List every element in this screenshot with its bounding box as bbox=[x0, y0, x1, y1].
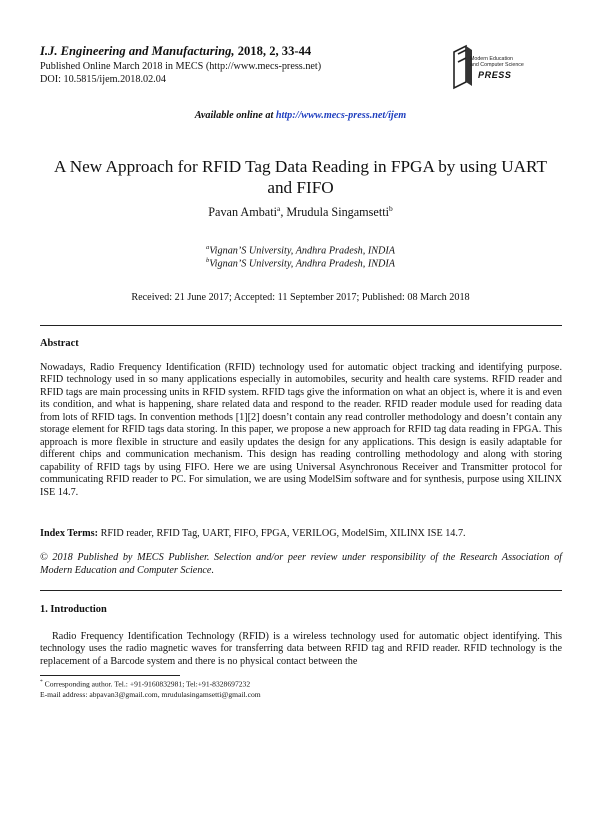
author-2-sup: b bbox=[388, 204, 393, 213]
published-line: Published Online March 2018 in MECS (http://www.mecs-press.net) bbox=[40, 61, 322, 72]
journal-citation bbox=[40, 44, 311, 59]
journal-name: I.J. Engineering and Manufacturing, bbox=[40, 44, 235, 58]
logo-text bbox=[470, 56, 570, 68]
affiliation-a-text: Vignan’S University, Andhra Pradesh, INDIA bbox=[209, 245, 396, 257]
logo-text-line-1: Modern Education bbox=[470, 56, 513, 62]
paper-title: A New Approach for RFID Tag Data Reading in FPGA by using UART and FIFO bbox=[54, 157, 547, 197]
author-list bbox=[0, 204, 601, 220]
corresponding-text: Corresponding author. Tel.: +91-9160832981; Tel:+91-8328697232 bbox=[42, 679, 251, 689]
logo-press: PRESS bbox=[478, 70, 512, 80]
author-2: Mrudula Singamsetti bbox=[286, 205, 389, 220]
journal-issue: 2018, 2, 33-44 bbox=[234, 44, 312, 58]
abstract-body: Nowadays, Radio Frequency Identification (RFID) technology used for automatic object tracking and identifying purpose. RFID technology used in so many applications especially in automobiles, security and health care systems. RFID reader and RFID tags are main processing units in RFID system. RFID tags give the information on what an object is, where it is and even its condition, and what is happening, share related data and respond to the reader. RFID reader module used for reading data from lots of RFID tags. In convention methods [1][2] doesn’t contain any read controller methodology and doesn’t contain any storage element for RFID tags data storing. In this paper, we propose a new approach for RFID tag data reading in FPGA. This approach is more flexible in structure and easily updates the design for any applications. This design is easily adaptable for different chips and communication mechanism. This design has reading controlling methodology and along with storing capability of RFID tags by using FIFO. Here we are using Universal Asynchronous Receiver and Transmitter protocol for communicating RFID reader to PC. For simulation, we are using ModelSim software and for synthesis, purpose using XILINX ISE 14.7. bbox=[40, 362, 562, 498]
footnote-sup: * bbox=[40, 679, 43, 685]
index-terms-text: RFID reader, RFID Tag, UART, FIFO, FPGA, VERILOG, ModelSim, XILINX ISE 14.7. bbox=[98, 528, 466, 539]
author-1: Pavan Ambati bbox=[208, 205, 277, 220]
corresponding-author bbox=[40, 679, 250, 689]
journal-url-link[interactable]: http://www.mecs-press.net/ijem bbox=[275, 110, 407, 121]
affiliation-a bbox=[0, 244, 601, 256]
index-terms-label: Index Terms: bbox=[40, 528, 99, 539]
abstract-heading: Abstract bbox=[40, 338, 79, 349]
received-dates: Received: 21 June 2017; Accepted: 11 September 2017; Published: 08 March 2018 bbox=[131, 292, 470, 303]
author-separator: , bbox=[280, 205, 287, 220]
author-1-sup: a bbox=[276, 204, 281, 213]
affiliation-b-text: Vignan’S University, Andhra Pradesh, INDIA bbox=[209, 258, 396, 270]
affiliation-a-sup: a bbox=[205, 244, 210, 251]
index-terms bbox=[40, 528, 466, 539]
email-address: E-mail address: abpavan3@gmail.com, mrudulasingamsetti@gmail.com bbox=[40, 690, 261, 699]
footnote-rule bbox=[40, 675, 180, 676]
affiliation-b bbox=[0, 257, 601, 269]
bottom-divider bbox=[40, 590, 562, 591]
affiliation-b-sup: b bbox=[205, 257, 210, 264]
available-label: Available online at bbox=[194, 110, 276, 121]
available-online bbox=[0, 110, 601, 121]
doi-line: DOI: 10.5815/ijem.2018.02.04 bbox=[40, 74, 166, 85]
logo-text-line-2: and Computer Science bbox=[470, 62, 524, 69]
introduction-heading: 1. Introduction bbox=[40, 604, 107, 615]
introduction-body: Radio Frequency Identification Technology (RFID) is a wireless technology used for automatic object identifying. This technology uses the radio magnetic waves for transferring data between RFID tag and RFID reader. RFID technology is the replacement of a Barcode system and there is no physical contact between the bbox=[40, 631, 562, 667]
top-divider bbox=[40, 325, 562, 326]
copyright-notice: © 2018 Published by MECS Publisher. Selection and/or peer review under responsibility of the Research Association of Modern Education and Computer Science. bbox=[40, 552, 562, 576]
